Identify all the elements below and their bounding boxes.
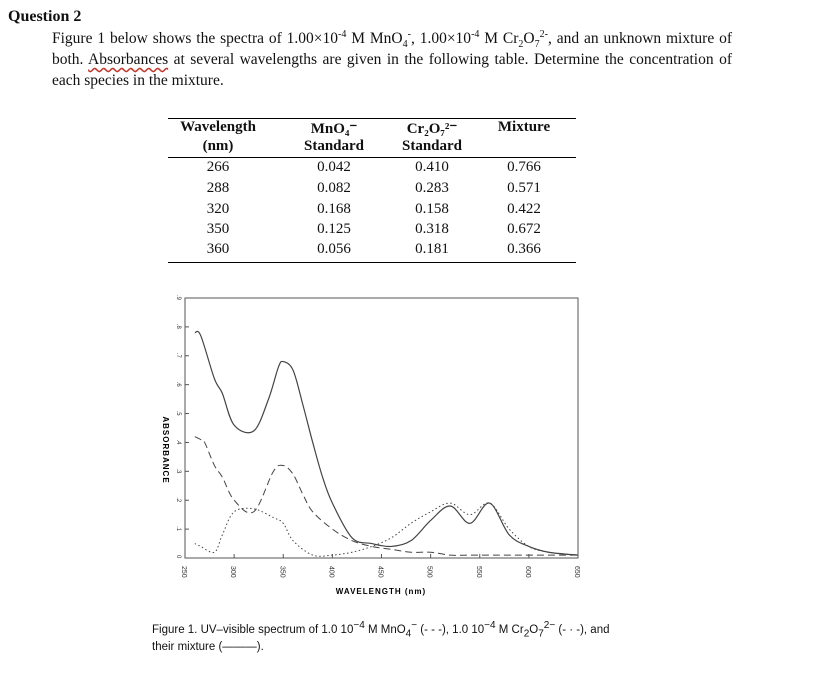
x-tick-label: 600 [523,566,531,578]
y-tick-label: .3 [175,468,181,474]
table-row [168,241,576,261]
table-cell: 288 [206,180,230,196]
series-line-solid [195,331,578,555]
table-cell: 0.168 [317,201,351,217]
axis-ticks [175,295,580,578]
table-cell: 0.366 [507,241,541,257]
x-tick-label: 300 [229,566,237,578]
header-cell: MnO₄⁻ [310,121,358,137]
table-cell: 0.766 [507,159,541,175]
table-body [168,158,576,263]
y-tick-label: .5 [175,410,181,416]
header-cell: Standard [401,138,463,154]
table-cell: 0.422 [507,201,541,217]
y-tick-label: .1 [175,526,181,532]
table-cell: 0.181 [415,241,449,257]
spell-flagged-word: Absorbances [88,51,169,68]
spectrum-chart [150,290,590,610]
table-cell: 0.283 [415,180,449,196]
y-tick-label: .4 [175,439,181,445]
table-cell: 0.056 [317,241,351,257]
header-cell: Standard [303,138,365,154]
x-tick-label: 650 [573,566,580,578]
x-tick-label: 250 [180,566,187,578]
table-cell: 0.082 [317,180,351,196]
table-row [168,180,576,200]
y-tick-label: 0 [175,555,181,559]
table-row [168,159,576,179]
x-tick-label: 450 [376,566,384,578]
table-cell: 0.672 [507,221,541,237]
table-cell: 266 [206,159,230,175]
header-cell: Wavelength [180,119,256,135]
y-tick-label: .6 [175,381,181,387]
table-row [168,221,576,241]
x-tick-label: 500 [425,566,433,578]
table-cell: 0.042 [317,159,351,175]
question-title: Question 2 [8,8,82,25]
y-tick-label: .8 [175,323,181,329]
y-tick-label: .2 [175,497,181,503]
question-text: Figure 1 below shows the spectra of $1.00\times 10^{-4}$ M MnO$_4$-, $1.00\times 10^{-4}$ M $Cr_2O_7^{2-}$, and an unknown mixture of both. Absorbances at several wavelengths are given in the following table. Determine the concentration of each species in the mixture. [52,28,732,89]
header-cell: Cr₂O₇²⁻ [406,121,458,137]
y-tick-label: .7 [175,352,181,358]
absorbance-table [168,118,576,263]
table-cell: 350 [206,221,230,237]
x-tick-label: 350 [278,566,286,578]
table-cell: 0.410 [415,159,449,175]
table-cell: 0.318 [415,221,449,237]
header-cell: Mixture [497,119,551,135]
figure-caption: Figure 1. UV–visible spectrum of 1.0 $10^{-4}$ M MnO$_4$− (- - -), 1.0 $10^{-4}$ M $Cr_2O_7^{2-}$ (- · -), and their mixture (———). [152,620,610,653]
y-tick-label: .9 [175,295,181,301]
x-axis-label: WAVELENGTH (nm) [335,587,427,596]
table-header [168,118,576,158]
table-cell: 320 [206,201,230,217]
y-axis-label: ABSORBANCE [161,416,170,484]
x-tick-label: 400 [327,566,335,578]
series-line-dashed [195,437,578,556]
plot-frame [185,298,578,558]
x-tick-label: 550 [474,566,482,578]
header-cell: (nm) [202,138,234,154]
series-group [195,331,578,556]
table-cell: 360 [206,241,230,257]
table-cell: 0.571 [507,180,541,196]
table-cell: 0.125 [317,221,351,237]
table-row [168,201,576,221]
table-cell: 0.158 [415,201,449,217]
